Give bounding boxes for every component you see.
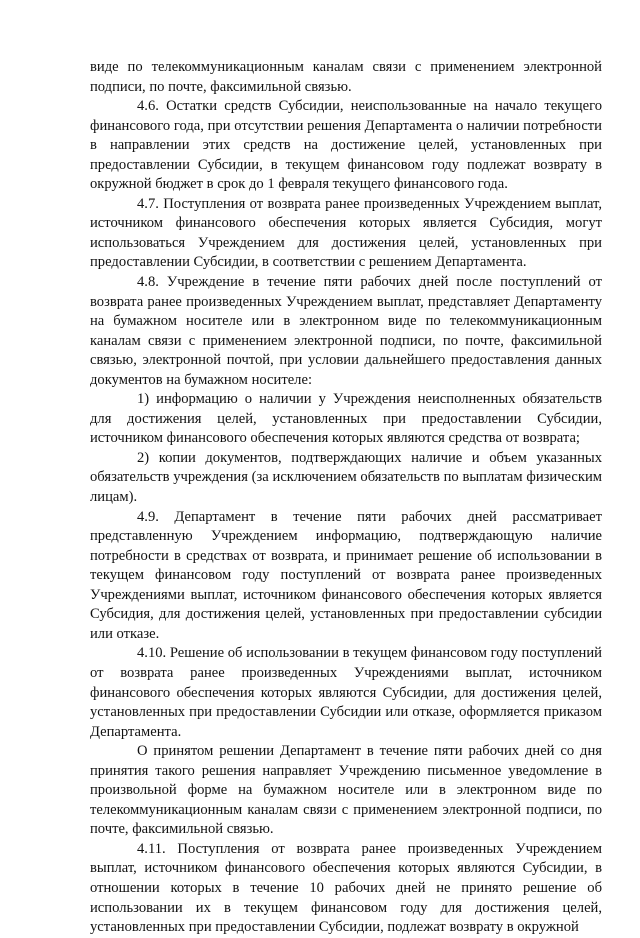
paragraph-4-7: 4.7. Поступления от возврата ранее произведенных Учреждением выплат, источником финансового обеспечения которых является Субсидия, могут использоваться Учреждением для достижения целей, установленных при предоставлении Субсидии, в соответствии с решением Департамента.: [90, 195, 602, 271]
paragraph-4-11: 4.11. Поступления от возврата ранее произведенных Учреждением выплат, источником финансового обеспечения которых являются Субсидии, в отношении которых в течение 10 рабочих дней не принято решение об использовании их в текущем финансовом году для достижения целей, установленных при предоставлении Субсидии, подлежат возврату в окружной: [90, 840, 602, 936]
paragraph-4-9: 4.9. Департамент в течение пяти рабочих дней рассматривает представленную Учреждением информацию, подтверждающую наличие потребности в средствах от возврата, и принимает решение об использовании в текущем финансовом году поступлений от возврата ранее произведенных Учреждениями выплат, источником финансового обеспечения которых является Субсидия, для достижения целей, установленных при предоставлении субсидии или отказе.: [90, 508, 602, 642]
paragraph-4-8: 4.8. Учреждение в течение пяти рабочих дней после поступлений от возврата ранее произведенных Учреждением выплат, представляет Департаменту на бумажном носителе или в электронном виде по телекоммуникационным каналам связи с применением электронной подписи, по почте, факсимильной связью, электронной почтой, при условии дальнейшего предоставления данных документов на бумажном носителе:: [90, 274, 602, 388]
document-body: [90, 58, 602, 938]
paragraph-4-10: 4.10. Решение об использовании в текущем финансовом году поступлений от возврата ранее произведенных Учреждениями выплат, источником финансового обеспечения которых являются Субсидии, для достижения целей, установленных при предоставлении Субсидии или отказе, оформляется приказом Департамента.: [90, 645, 602, 740]
paragraph-4-6: 4.6. Остатки средств Субсидии, неиспользованные на начало текущего финансового года, при отсутствии решения Департамента о наличии потребности в направлении этих средств на достижение целей, установленных при предоставлении Субсидии, в текущем финансовом году подлежат возврату в окружной бюджет в срок до 1 февраля текущего финансового года.: [90, 98, 602, 193]
paragraph-continuation: виде по телекоммуникационным каналам связи с применением электронной подписи, по почте, факсимильной связью.: [90, 59, 602, 95]
list-item-2: 2) копии документов, подтверждающих наличие и объем указанных обязательств учреждения (за исключением обязательств по выплатам физическим лицам).: [90, 449, 602, 506]
paragraph-decision-notice: О принятом решении Департамент в течение пяти рабочих дней со дня принятия такого решения направляет Учреждению письменное уведомление в произвольной форме на бумажном носителе или в электронном виде по телекоммуникационным каналам связи с применением электронной подписи, по почте, факсимильной связью.: [90, 743, 602, 838]
list-item-1: 1) информацию о наличии у Учреждения неисполненных обязательств для достижения целей, установленных при предоставлении Субсидии, источником финансового обеспечения которых являются средства от возврата;: [90, 391, 602, 447]
